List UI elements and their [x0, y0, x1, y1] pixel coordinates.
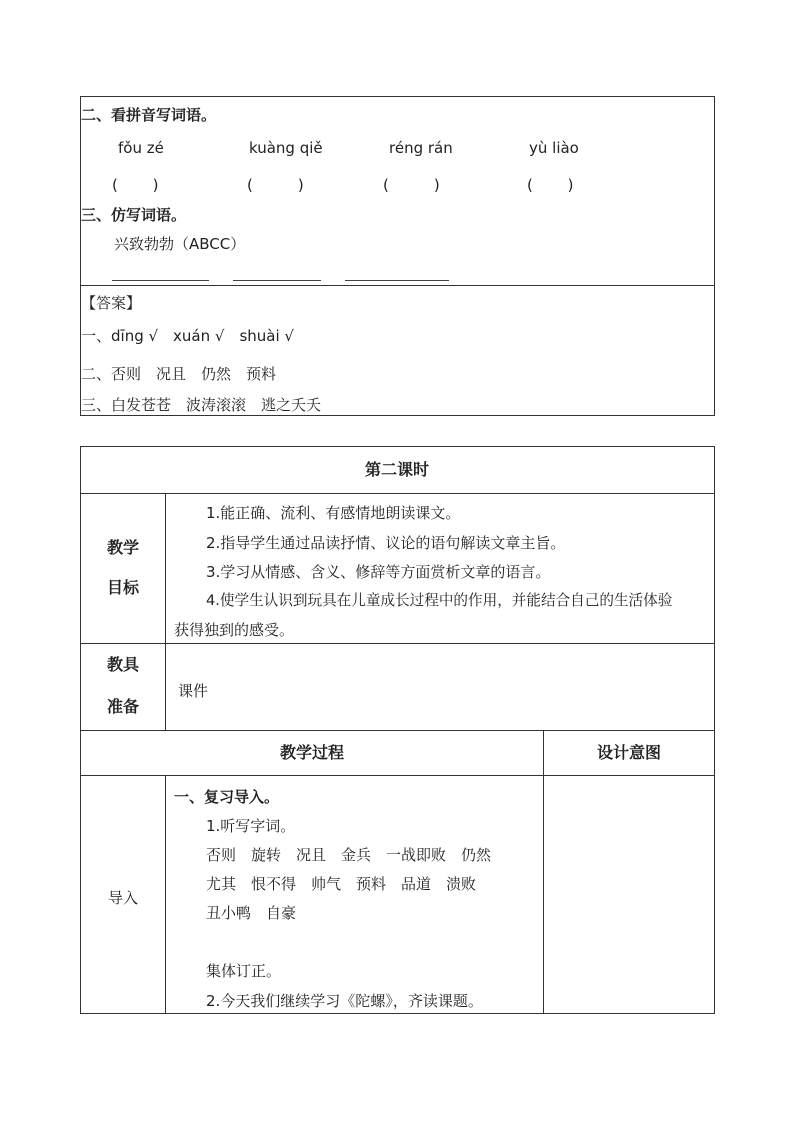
pinyin-1: fǒu zé	[118, 139, 164, 157]
intro-label: 导入	[107, 889, 138, 907]
col-divider-goals	[165, 493, 166, 730]
goals-label-2: 目标	[106, 578, 139, 597]
answer-parens-2[interactable]: ( )	[247, 176, 304, 194]
tools-value: 课件	[178, 682, 209, 700]
blank-line-3[interactable]	[345, 280, 449, 281]
dictation-words-row-2: 尤其 恨不得 帅气 预料 品道 溃败	[206, 875, 477, 893]
pinyin-2: kuàng qiě	[249, 139, 323, 157]
answer-line-1: 一、dīng √ xuán √ shuài √	[81, 327, 294, 345]
intent-header: 设计意图	[596, 743, 661, 762]
goal-3: 3.学习从情感、含义、修辞等方面赏析文章的语言。	[206, 563, 551, 581]
rule-goals	[80, 643, 715, 644]
rule-process-header	[80, 775, 715, 776]
answer-line-2: 二、否则 况且 仍然 预料	[81, 365, 277, 383]
imitate-word: 兴致勃勃（ABCC）	[114, 235, 246, 253]
answer-parens-1[interactable]: ( )	[112, 176, 159, 194]
pinyin-4: yù liào	[529, 139, 579, 157]
intro-step-2: 2.今天我们继续学习《陀螺》，齐读课题。	[206, 992, 483, 1010]
tools-label-1: 教具	[106, 655, 139, 674]
intro-step-1: 1.听写字词。	[206, 817, 296, 835]
dictation-words-row-3: 丑小鸭 自豪	[206, 904, 297, 922]
exercise-answer-divider	[80, 285, 715, 286]
rule-title	[80, 493, 715, 494]
col-divider-intent	[543, 730, 544, 1014]
section3-title: 三、仿写词语。	[81, 206, 187, 224]
section2-title: 二、看拼音写词语。	[81, 106, 217, 124]
dictation-words-row-1: 否则 旋转 况且 金兵 一战即败 仍然	[206, 846, 492, 864]
goal-2: 2.指导学生通过品读抒情、议论的语句解读文章主旨。	[206, 534, 566, 552]
goal-4-cont: 获得独到的感受。	[174, 621, 295, 639]
goal-1: 1.能正确、流利、有感情地朗读课文。	[206, 504, 461, 522]
goal-4: 4.使学生认识到玩具在儿童成长过程中的作用，并能结合自己的生活体验	[206, 592, 673, 609]
pinyin-3: réng rán	[389, 139, 453, 157]
rule-tools	[80, 730, 715, 731]
correction-note: 集体订正。	[206, 962, 282, 980]
tools-label-2: 准备	[106, 697, 139, 716]
blank-line-2[interactable]	[233, 280, 321, 281]
lesson-title: 第二课时	[364, 460, 429, 479]
goals-label-1: 教学	[106, 538, 139, 557]
answer-parens-3[interactable]: ( )	[383, 176, 440, 194]
answer-parens-4[interactable]: ( )	[527, 176, 574, 194]
blank-line-1[interactable]	[112, 280, 209, 281]
answer-line-3: 三、白发苍苍 波涛滚滚 逃之夭夭	[81, 396, 322, 414]
intro-title: 一、复习导入。	[174, 788, 280, 806]
answer-title: 【答案】	[81, 294, 142, 312]
process-header: 教学过程	[279, 743, 344, 762]
